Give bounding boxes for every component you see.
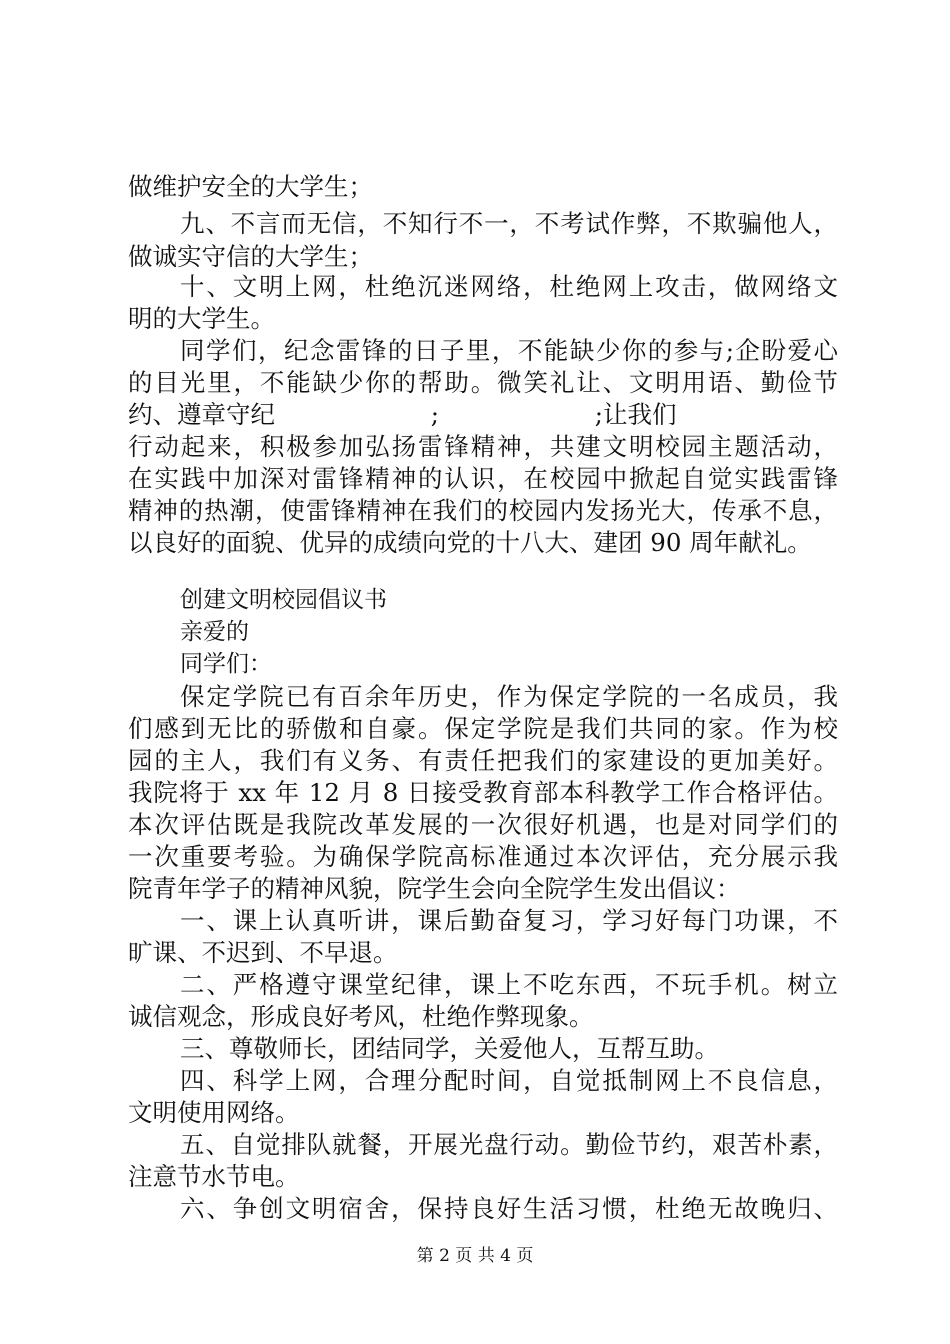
body-line: 文明使用网络。 (128, 1098, 300, 1127)
body-line: 注意节水节电。 (128, 1162, 300, 1191)
body-line: 在实践中加深对雷锋精神的认识，在校园中掀起自觉实践雷锋 (128, 464, 838, 493)
body-line: 行动起来，积极参加弘扬雷锋精神，共建文明校园主题活动， (128, 432, 838, 461)
body-line: 做诚实守信的大学生； (128, 242, 373, 271)
body-line: 九、不言而无信，不知行不一，不考试作弊，不欺骗他人， (180, 209, 838, 238)
body-line: 以良好的面貌、优异的成绩向党的十八大、建团 90 周年献礼。 (128, 528, 812, 557)
body-line: 们感到无比的骄傲和自豪。保定学院是我们共同的家。作为校 (128, 714, 838, 743)
body-line: 三、尊敬师长，团结同学，关爱他人，互帮互助。 (180, 1034, 719, 1063)
body-line: 诚信观念，形成良好考风，杜绝作弊现象。 (128, 1002, 594, 1031)
body-line: 二、严格遵守课堂纪律，课上不吃东西，不玩手机。树立 (180, 970, 838, 999)
body-line: 我院将于 xx 年 12 月 8 日接受教育部本科教学工作合格评估。 (128, 778, 838, 807)
body-line: 四、科学上网，合理分配时间，自觉抵制网上不良信息， (180, 1066, 838, 1095)
body-line: 保定学院已有百余年历史，作为保定学院的一名成员，我 (180, 682, 838, 711)
body-line: 园的主人，我们有义务、有责任把我们的家建设的更加美好。 (128, 746, 838, 775)
body-line: 同学们，纪念雷锋的日子里，不能缺少你的参与;企盼爱心 (180, 336, 838, 365)
body-line: 五、自觉排队就餐，开展光盘行动。勤俭节约，艰苦朴素， (180, 1130, 838, 1159)
greeting-line: 同学们： (180, 651, 272, 677)
body-line: 做维护安全的大学生； (128, 172, 373, 201)
body-line: 约、遵章守纪 ; ;让我们 (128, 400, 677, 429)
body-line: 的目光里，不能缺少你的帮助。微笑礼让、文明用语、勤俭节 (128, 368, 838, 397)
body-line: 精神的热潮，使雷锋精神在我们的校园内发扬光大，传承不息， (128, 496, 838, 525)
body-line: 六、争创文明宿舍，保持良好生活习惯，杜绝无故晚归、 (180, 1194, 838, 1223)
body-line: 明的大学生。 (128, 304, 275, 333)
body-line: 一次重要考验。为确保学院高标准通过本次评估，充分展示我 (128, 842, 838, 871)
page-number: 第 2 页 共 4 页 (416, 1246, 534, 1266)
body-line: 院青年学子的精神风貌，院学生会向全院学生发出倡议： (128, 874, 741, 903)
body-line: 十、文明上网，杜绝沉迷网络，杜绝网上攻击，做网络文 (180, 272, 838, 301)
body-line: 一、课上认真听讲，课后勤奋复习，学习好每门功课，不 (180, 906, 838, 935)
greeting-line: 亲爱的 (180, 619, 249, 645)
body-line: 本次评估既是我院改革发展的一次很好机遇，也是对同学们的 (128, 810, 838, 839)
document-title: 创建文明校园倡议书 (180, 587, 387, 613)
body-line: 旷课、不迟到、不早退。 (128, 938, 398, 967)
